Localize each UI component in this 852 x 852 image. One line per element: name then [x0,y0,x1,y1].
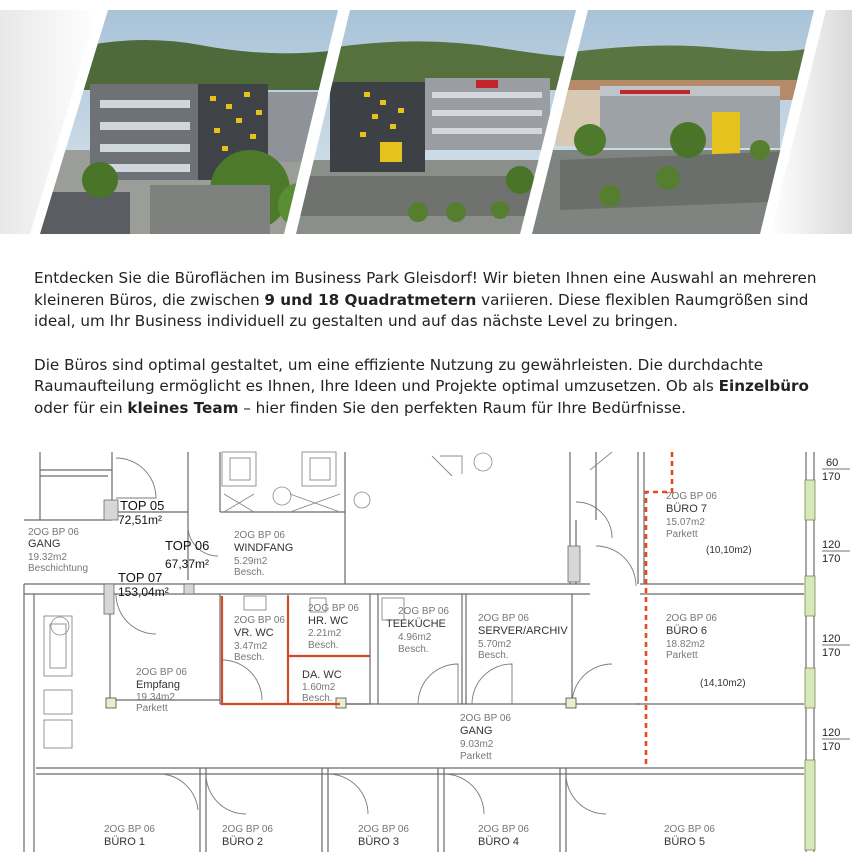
svg-text:2OG BP 06: 2OG BP 06 [222,824,273,835]
svg-text:120: 120 [822,727,841,739]
svg-text:5.29m2: 5.29m2 [234,556,268,567]
svg-text:Beschichtung: Beschichtung [28,563,89,574]
svg-text:BÜRO 4: BÜRO 4 [478,836,519,848]
svg-text:2OG BP 06: 2OG BP 06 [358,824,409,835]
single-office-highlight: Einzelbüro [718,377,809,396]
svg-text:2OG BP 06: 2OG BP 06 [664,824,715,835]
svg-text:Parkett: Parkett [666,650,698,661]
svg-text:170: 170 [822,741,841,753]
svg-text:GANG: GANG [460,725,493,737]
photo-banner [0,0,852,236]
svg-text:19.34m2: 19.34m2 [136,692,175,703]
svg-text:2OG BP 06: 2OG BP 06 [460,713,511,724]
svg-text:BÜRO 5: BÜRO 5 [664,836,705,848]
top06-name: TOP 06 [165,538,210,553]
svg-text:BÜRO 1: BÜRO 1 [104,836,145,848]
svg-text:BÜRO 2: BÜRO 2 [222,836,263,848]
svg-text:Besch.: Besch. [308,640,339,651]
svg-text:170: 170 [822,647,841,659]
svg-text:HR. WC: HR. WC [308,615,349,627]
svg-text:2OG BP 06: 2OG BP 06 [234,615,285,626]
svg-text:TEEKÜCHE: TEEKÜCHE [386,618,446,630]
svg-text:120: 120 [822,633,841,645]
svg-text:4.96m2: 4.96m2 [398,632,432,643]
svg-text:120: 120 [822,539,841,551]
svg-text:VR. WC: VR. WC [234,627,274,639]
svg-text:2OG BP 06: 2OG BP 06 [478,824,529,835]
svg-text:(14,10m2): (14,10m2) [700,678,746,689]
svg-text:2OG BP 06: 2OG BP 06 [308,603,359,614]
svg-text:2OG BP 06: 2OG BP 06 [28,527,79,538]
intro-text [34,268,824,442]
top05-name: TOP 05 [120,498,165,513]
svg-text:170: 170 [822,471,841,483]
svg-text:Besch.: Besch. [478,650,509,661]
svg-text:Besch.: Besch. [302,693,333,704]
svg-text:19.32m2: 19.32m2 [28,552,67,563]
svg-text:15.07m2: 15.07m2 [666,517,705,528]
intro-paragraph-1: Entdecken Sie die Büroflächen im Business Park Gleisdorf! Wir bieten Ihnen eine Auswahl an mehreren kleineren Büros, die zwischen 9 und 18 Quadratmetern variieren. Diese flexiblen Raumgrößen sind ideal, um Ihr Business individuell zu gestalten und auf das nächste Level zu bringen. [34,269,817,331]
svg-text:2OG BP 06: 2OG BP 06 [398,606,449,617]
svg-text:170: 170 [822,553,841,565]
svg-text:WINDFANG: WINDFANG [234,542,294,554]
svg-text:9.03m2: 9.03m2 [460,739,494,750]
svg-text:(10,10m2): (10,10m2) [706,545,752,556]
svg-text:2OG BP 06: 2OG BP 06 [136,667,187,678]
size-range-highlight: 9 und 18 Quadratmetern [264,290,477,309]
top07-area: 153,04m² [118,585,169,599]
svg-text:1.60m2: 1.60m2 [302,682,336,693]
svg-text:Besch.: Besch. [234,567,265,578]
svg-text:Parkett: Parkett [136,703,168,714]
svg-text:60: 60 [826,457,839,469]
floor-plan [0,448,852,852]
svg-text:2OG BP 06: 2OG BP 06 [666,613,717,624]
svg-text:Besch.: Besch. [234,652,265,663]
svg-text:BÜRO 7: BÜRO 7 [666,503,707,515]
small-team-highlight: kleines Team [127,398,239,417]
svg-text:Parkett: Parkett [460,751,492,762]
svg-text:Empfang: Empfang [136,679,181,691]
intro-paragraph-2: Die Büros sind optimal gestaltet, um eine effiziente Nutzung zu gewährleisten. Die durchdachte Raumaufteilung ermöglicht es Ihnen, Ihre Ideen und Projekte optimal umzusetzen. Ob als Einzelbüro oder für ein kleines Team – hier finden Sie den perfekten Raum für Ihre Bedürfnisse. [34,355,809,417]
svg-text:BÜRO 6: BÜRO 6 [666,625,707,637]
svg-text:2OG BP 06: 2OG BP 06 [104,824,155,835]
svg-text:DA. WC: DA. WC [302,669,342,681]
svg-text:Besch.: Besch. [398,644,429,655]
svg-text:3.47m2: 3.47m2 [234,641,268,652]
svg-text:BÜRO 3: BÜRO 3 [358,836,399,848]
top06-area: 67,37m² [165,557,210,571]
svg-text:2.21m2: 2.21m2 [308,628,342,639]
svg-text:GANG: GANG [28,538,61,550]
svg-text:2OG BP 06: 2OG BP 06 [234,530,285,541]
svg-text:5.70m2: 5.70m2 [478,639,512,650]
svg-text:2OG BP 06: 2OG BP 06 [478,613,529,624]
svg-text:Parkett: Parkett [666,529,698,540]
top05-area: 72,51m² [118,513,163,527]
svg-text:18.82m2: 18.82m2 [666,639,705,650]
svg-text:SERVER/ARCHIV: SERVER/ARCHIV [478,625,568,637]
top07-name: TOP 07 [118,570,163,585]
svg-text:2OG BP 06: 2OG BP 06 [666,491,717,502]
